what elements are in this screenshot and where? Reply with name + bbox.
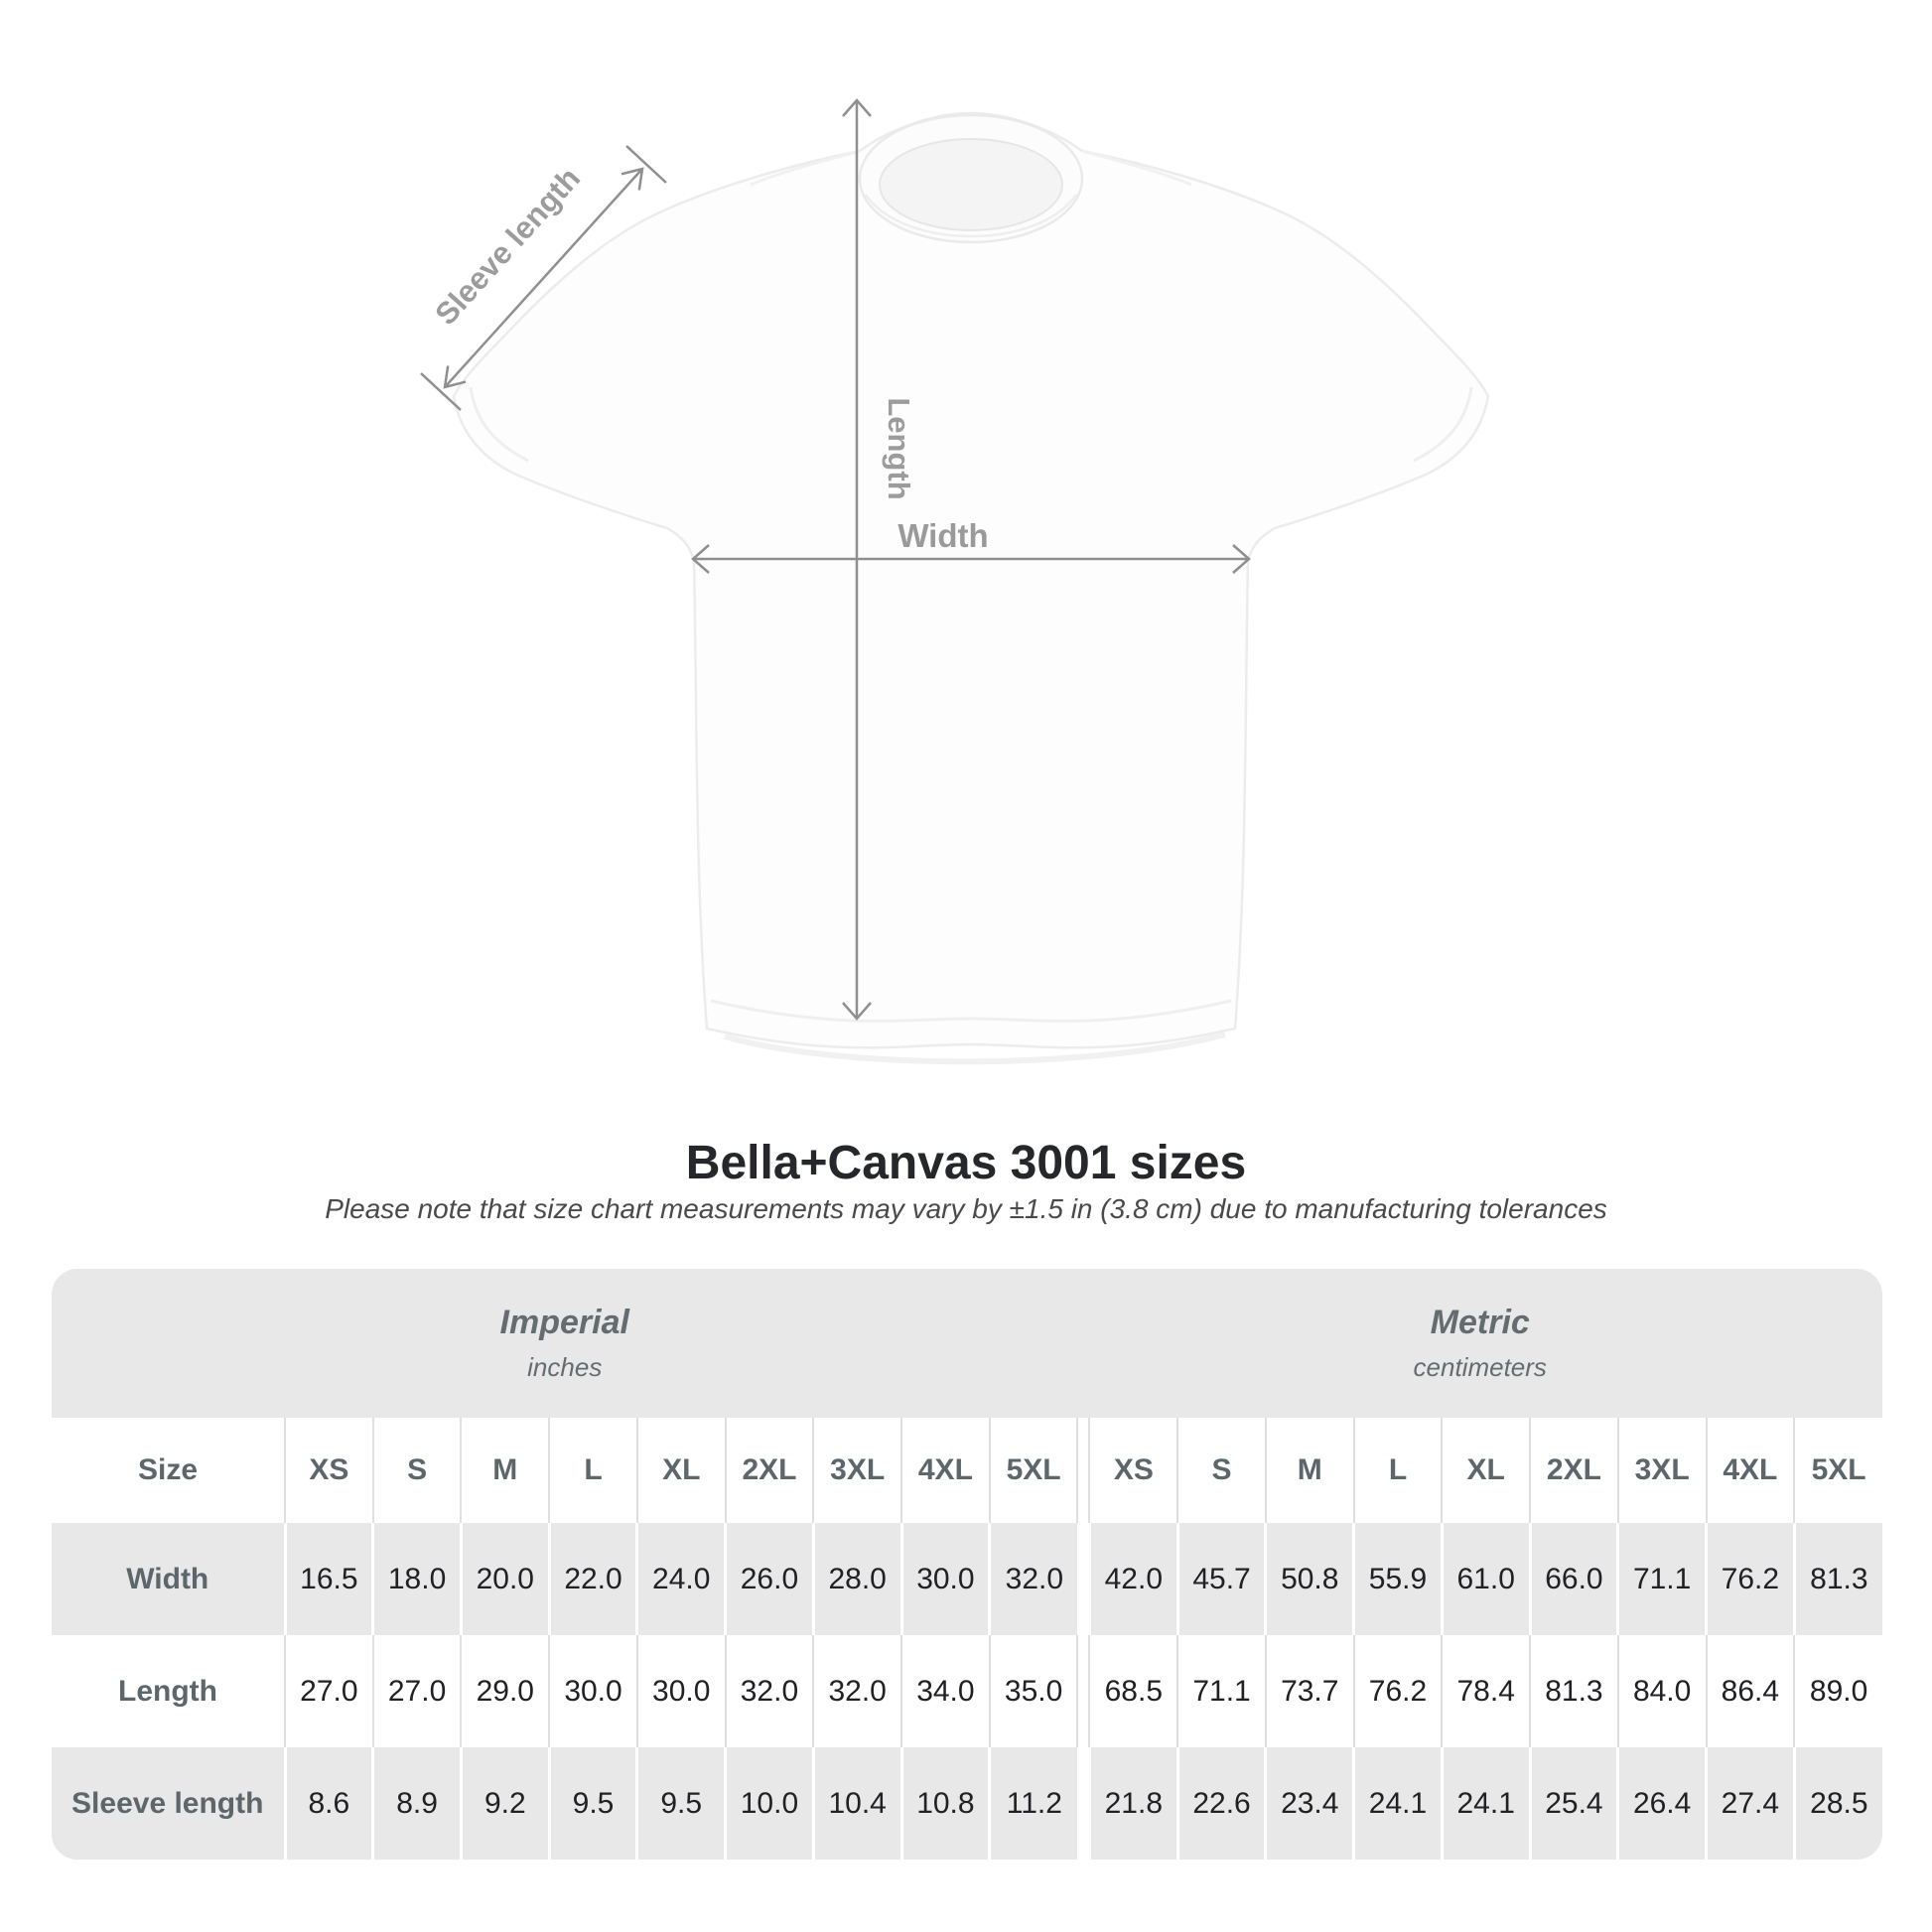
measurement-value: 78.4 bbox=[1442, 1635, 1530, 1747]
tolerance-note: Please note that size chart measurements may vary by ±1.5 in (3.8 cm) due to manufacturing tolerances bbox=[325, 1193, 1607, 1224]
unit-divider bbox=[1077, 1635, 1089, 1747]
page-title: Bella+Canvas 3001 sizes bbox=[685, 1137, 1247, 1189]
measurement-row bbox=[52, 1635, 1882, 1747]
size-column-header: 4XL bbox=[901, 1418, 990, 1523]
size-chart-table bbox=[52, 1269, 1882, 1860]
collar-inner bbox=[880, 139, 1062, 230]
measurement-value: 32.0 bbox=[726, 1635, 814, 1747]
size-column-header: 5XL bbox=[990, 1418, 1078, 1523]
size-column-header: L bbox=[1354, 1418, 1443, 1523]
measurement-value: 71.1 bbox=[1177, 1635, 1266, 1747]
measurement-value: 8.9 bbox=[373, 1747, 462, 1860]
measurement-value: 26.0 bbox=[726, 1523, 814, 1635]
unit-group-title: Imperial bbox=[499, 1304, 629, 1341]
size-column-header: S bbox=[373, 1418, 462, 1523]
unit-group-unit: inches bbox=[527, 1352, 603, 1383]
imperial-group-header bbox=[52, 1269, 1077, 1418]
measurement-value: 27.0 bbox=[373, 1635, 462, 1747]
measurement-value: 50.8 bbox=[1266, 1523, 1354, 1635]
measurement-value: 26.4 bbox=[1618, 1747, 1707, 1860]
unit-divider bbox=[1077, 1747, 1089, 1860]
measurement-row-label: Length bbox=[118, 1674, 217, 1708]
measurement-value: 34.0 bbox=[901, 1635, 990, 1747]
measurement-value: 89.0 bbox=[1794, 1635, 1882, 1747]
measurement-value: 81.3 bbox=[1530, 1635, 1618, 1747]
size-column-header: L bbox=[549, 1418, 637, 1523]
measurement-value: 76.2 bbox=[1354, 1635, 1443, 1747]
measurement-value: 61.0 bbox=[1442, 1523, 1530, 1635]
measurement-value: 29.0 bbox=[461, 1635, 549, 1747]
measurement-value: 11.2 bbox=[990, 1747, 1078, 1860]
measurement-value: 45.7 bbox=[1177, 1523, 1266, 1635]
measurement-value: 10.4 bbox=[813, 1747, 901, 1860]
unit-divider bbox=[1077, 1418, 1089, 1523]
size-column-header: M bbox=[1266, 1418, 1354, 1523]
measurement-value: 24.1 bbox=[1442, 1747, 1530, 1860]
size-column-header: M bbox=[461, 1418, 549, 1523]
size-column-header: XL bbox=[1442, 1418, 1530, 1523]
measurement-value: 20.0 bbox=[461, 1523, 549, 1635]
measurement-value: 73.7 bbox=[1266, 1635, 1354, 1747]
measurement-row-label: Width bbox=[52, 1523, 285, 1635]
measurement-value: 35.0 bbox=[990, 1635, 1078, 1747]
size-header-row bbox=[52, 1418, 1882, 1523]
measurement-value: 23.4 bbox=[1266, 1747, 1354, 1860]
measurement-value: 16.5 bbox=[285, 1523, 373, 1635]
measurement-value: 9.5 bbox=[637, 1747, 726, 1860]
measurement-value: 71.1 bbox=[1618, 1523, 1707, 1635]
unit-divider bbox=[1077, 1523, 1089, 1635]
measurement-value: 30.0 bbox=[901, 1523, 990, 1635]
size-header-label: Size bbox=[137, 1453, 199, 1486]
measurement-value: 66.0 bbox=[1530, 1523, 1618, 1635]
measurement-value: 22.0 bbox=[549, 1523, 637, 1635]
measurement-value: 10.8 bbox=[901, 1747, 990, 1860]
measurement-value: 32.0 bbox=[990, 1523, 1078, 1635]
size-column-header: 5XL bbox=[1794, 1418, 1882, 1523]
size-column-header: 2XL bbox=[1530, 1418, 1618, 1523]
measurement-value: 42.0 bbox=[1089, 1523, 1177, 1635]
measurement-row-label: Sleeve length bbox=[52, 1747, 285, 1860]
size-column-header: 2XL bbox=[726, 1418, 814, 1523]
measurement-value: 86.4 bbox=[1707, 1635, 1795, 1747]
size-column-header: 3XL bbox=[813, 1418, 901, 1523]
width-label: Width bbox=[897, 517, 989, 554]
measurement-value: 28.5 bbox=[1794, 1747, 1882, 1860]
measurement-value: 76.2 bbox=[1707, 1523, 1795, 1635]
unit-group-unit: centimeters bbox=[1413, 1352, 1547, 1383]
measurement-value: 24.1 bbox=[1354, 1747, 1443, 1860]
measurement-value: 55.9 bbox=[1354, 1523, 1443, 1635]
size-column-header: XL bbox=[637, 1418, 726, 1523]
measurement-value: 30.0 bbox=[637, 1635, 726, 1747]
size-column-header: S bbox=[1177, 1418, 1266, 1523]
measurement-value: 27.4 bbox=[1707, 1747, 1795, 1860]
measurement-value: 9.2 bbox=[461, 1747, 549, 1860]
measurement-value: 28.0 bbox=[813, 1523, 901, 1635]
size-column-header: 3XL bbox=[1618, 1418, 1707, 1523]
measurement-value: 81.3 bbox=[1794, 1523, 1882, 1635]
measurement-value: 30.0 bbox=[549, 1635, 637, 1747]
measurement-value: 68.5 bbox=[1089, 1635, 1177, 1747]
size-column-header: XS bbox=[285, 1418, 373, 1523]
measurement-value: 22.6 bbox=[1177, 1747, 1266, 1860]
measurement-value: 21.8 bbox=[1089, 1747, 1177, 1860]
size-column-header: 4XL bbox=[1707, 1418, 1795, 1523]
sleeve-length-label: Sleeve length bbox=[428, 161, 588, 332]
measurement-value: 10.0 bbox=[726, 1747, 814, 1860]
tshirt-body bbox=[454, 113, 1488, 1047]
measurement-value: 9.5 bbox=[549, 1747, 637, 1860]
measurement-value: 32.0 bbox=[813, 1635, 901, 1747]
measurement-value: 84.0 bbox=[1618, 1635, 1707, 1747]
measurement-value: 25.4 bbox=[1530, 1747, 1618, 1860]
measurement-value: 27.0 bbox=[285, 1635, 373, 1747]
measurement-value: 8.6 bbox=[285, 1747, 373, 1860]
measurement-value: 18.0 bbox=[373, 1523, 462, 1635]
measurement-row bbox=[52, 1747, 1882, 1860]
metric-group-header bbox=[1077, 1269, 1882, 1418]
unit-group-title: Metric bbox=[1430, 1304, 1530, 1341]
length-label: Length bbox=[882, 397, 916, 500]
measurement-value: 24.0 bbox=[637, 1523, 726, 1635]
size-column-header: XS bbox=[1089, 1418, 1177, 1523]
measurement-row bbox=[52, 1523, 1882, 1635]
unit-group-row bbox=[52, 1269, 1882, 1418]
